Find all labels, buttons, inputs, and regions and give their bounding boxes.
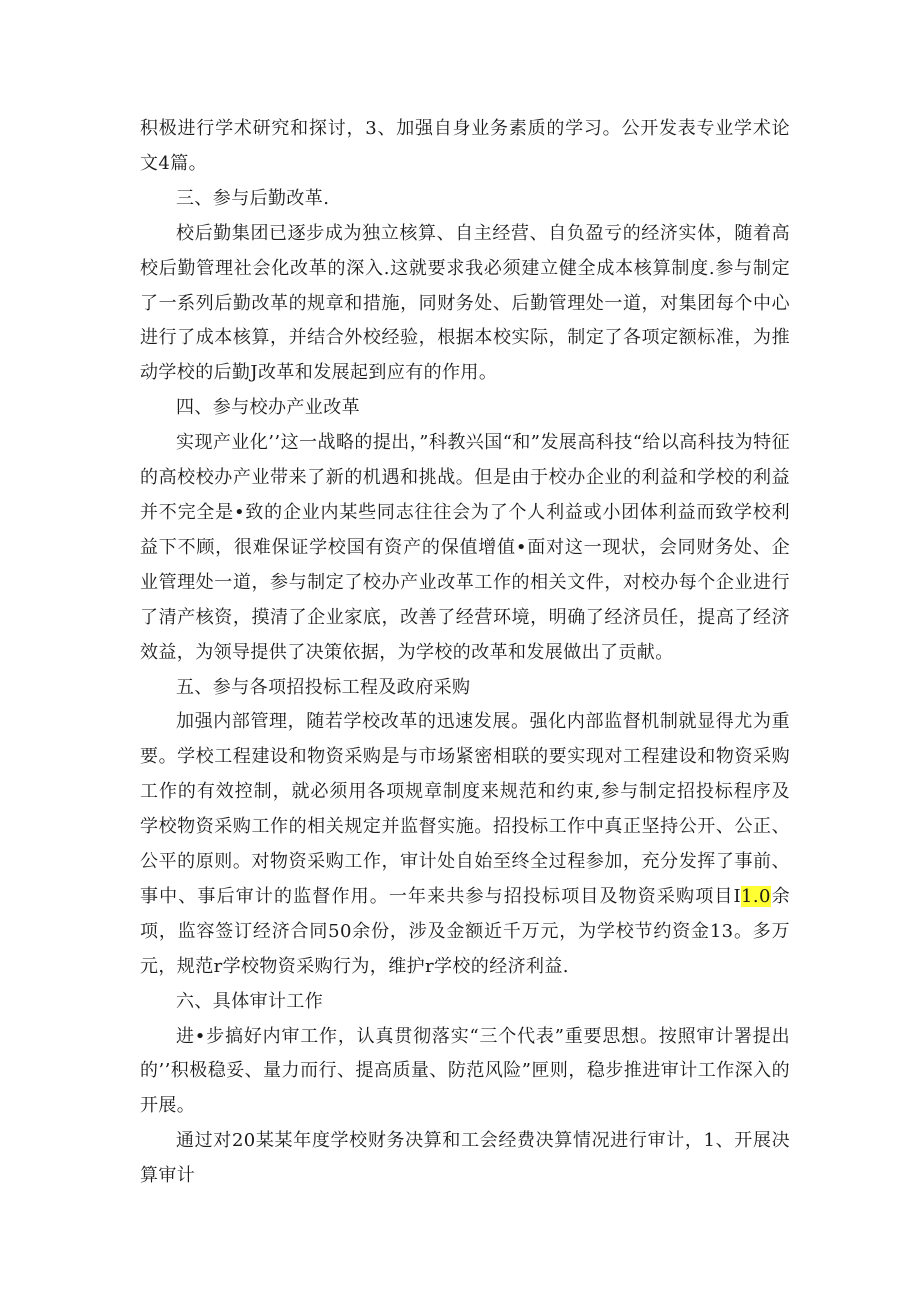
paragraph-bidding-procurement — [140, 705, 790, 984]
paragraph-text: 积极进行学术研究和探讨，3、加强自身业务素质的学习。公开发表专业学术论文4篇。 — [140, 118, 790, 174]
document-body — [140, 112, 790, 1194]
heading-text: 四、参与校办产业改革 — [176, 397, 360, 419]
paragraph-text-continued: 余项，监容签订经济合同50余份，涉及金额近千万元，为学校节约资金13。多万元，规范r学校物资采购行为，维护r学校的经济利益. — [140, 885, 790, 977]
section-heading-bidding-procurement — [140, 671, 790, 706]
paragraph-continuation — [140, 112, 790, 182]
heading-text: 五、参与各项招投标工程及政府采购 — [176, 676, 471, 698]
paragraph-logistics-reform — [140, 217, 790, 392]
paragraph-text: 加强内部管理，随若学校改革的迅速发展。强化内部监督机制就显得尤为重要。学校工程建设和物资采购是与市场紧密相联的要实现对工程建设和物资采购工作的有效控制，就必须用各项规章制度来规范和约束,参与制定招投标程序及学校物资采购工作的相关规定并监督实施。招投标工作中真正坚持公开、公正、公平的原则。对物资采购工作，审计处自始至终全过程参加，充分发挥了事前、事中、事后审计的监督作用。一年来共参与招投标项目及物资采购项目I — [140, 711, 790, 907]
heading-text: 六、具体审计工作 — [176, 990, 324, 1012]
section-heading-logistics-reform — [140, 182, 790, 217]
heading-text: 三、参与后勤改革. — [176, 187, 330, 209]
paragraph-text: 进•步搞好内审工作，认真贯彻落实“三个代表”重要思想。按照审计署提出的’’积极稳妥、量力而行、提高质量、防范风险”匣则，稳步推进审计工作深入的开展。 — [140, 1025, 790, 1117]
highlighted-text: 1.0 — [741, 885, 771, 907]
paragraph-audit-work — [140, 1020, 790, 1125]
section-heading-audit-work — [140, 985, 790, 1020]
paragraph-text: 校后勤集团已逐步成为独立核算、自主经营、自负盈亏的经济实体，随着高校后勤管理社会化改革的深入.这就要求我必须建立健全成本核算制度.参与制定了一系列后勤改革的规章和措施，同财务处、后勤管理处一道，对集团每个中心进行了成本核算，并结合外校经验，根据本校实际，制定了各项定额标准，为推动学校的后勤J改革和发展起到应有的作用。 — [140, 222, 790, 384]
paragraph-final-accounts-audit — [140, 1124, 790, 1194]
paragraph-industry-reform — [140, 426, 790, 670]
paragraph-text: 通过对20某某年度学校财务决算和工会经费决算情况进行审计，1、开展决算审计 — [140, 1130, 790, 1187]
paragraph-text: 实现产业化’’这一战略的提出，”科教兴国“和”发展高科技“给以高科技为特征的高校校办产业带来了新的机遇和挑战。但是由于校办企业的利益和学校的利益并不完全是•致的企业内某些同志往往会为了个人利益或小团体利益而致学校利益下不顾，很难保证学校国有资产的保值增值•面对这一现状，会同财务处、企业管理处一道，参与制定了校办产业改革工作的相关文件，对校办每个企业进行了清产核资，摸清了企业家底，改善了经营环境，明确了经济员任，提高了经济效益，为领导提供了决策依据，为学校的改革和发展做出了贡献。 — [140, 432, 790, 663]
section-heading-industry-reform — [140, 391, 790, 426]
